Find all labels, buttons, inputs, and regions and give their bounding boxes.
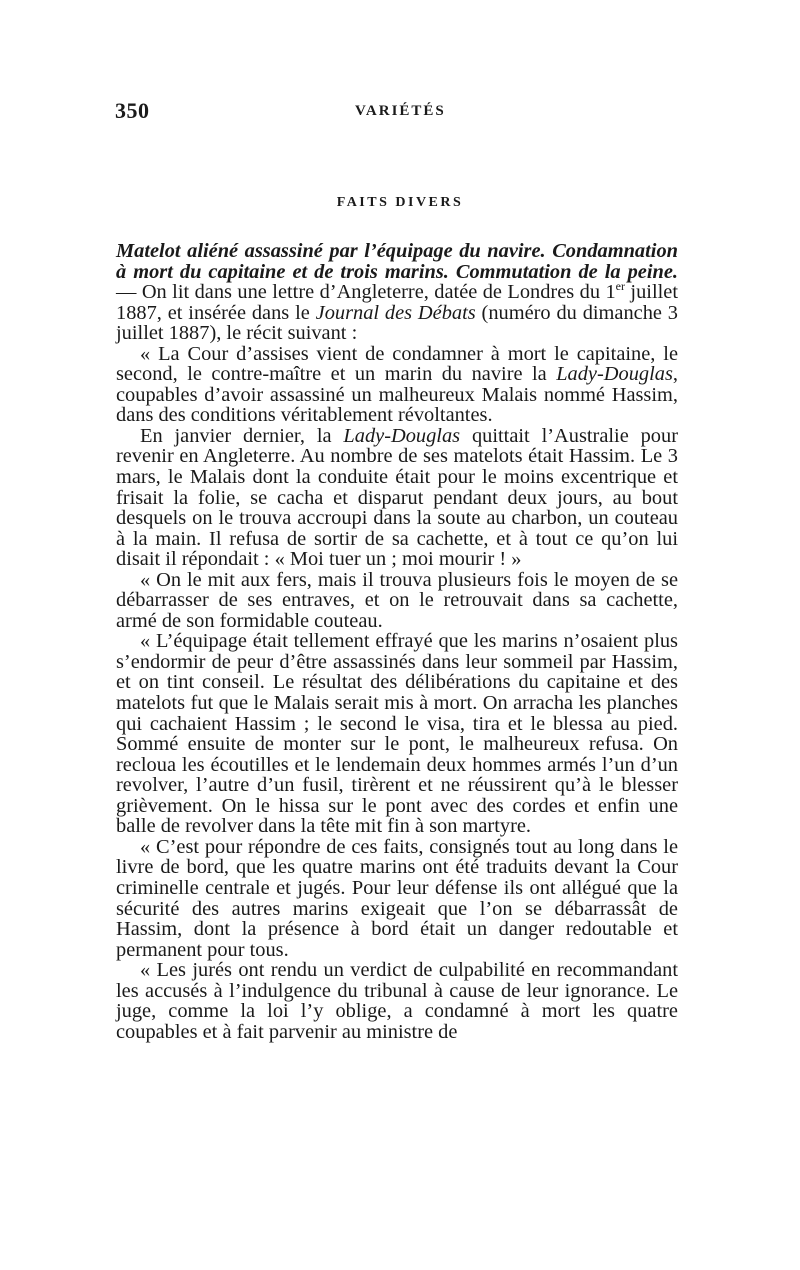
- running-head: [115, 98, 675, 128]
- paragraph-6: « Les jurés ont rendu un verdict de culpabilité en recommandant les accusés à l’indulgence du tribunal à cause de leur ignorance. Le juge, comme la loi l’y oblige, a condamné à mort les quatre coupables et à fait parvenir au ministre de: [116, 959, 678, 1043]
- paragraph-4: « L’équipage était tellement effrayé que les marins n’osaient plus s’endormir de peur d’être assassinés dans leur sommeil par Hassim, et on tint conseil. Le résultat des délibérations du capitaine et des matelots fut que le Malais serait mis à mort. On arracha les planches qui cachaient Hassim ; le second le visa, tira et le blessa au pied. Sommé ensuite de monter sur le pont, le malheureux refusa. On recloua les écoutilles et le lendemain deux hommes armés l’un d’un revolver, l’autre d’un fusil, tirèrent et ne réussirent qu’à le blesser grièvement. On le hissa sur le pont avec des cordes et enfin une balle de revolver dans la tête mit fin à son martyre.: [116, 630, 678, 838]
- running-title: VARIÉTÉS: [355, 103, 446, 119]
- paragraph-2: [116, 426, 678, 570]
- lead-text-b: juillet 1887, et insérée dans le: [116, 281, 679, 324]
- p1-text-a: « La Cour d’assises vient de condamner à mort le capitaine, le second, le contre-maître et un marin du navire la: [116, 342, 678, 386]
- p2-text-a: En janvier dernier, la: [140, 424, 344, 447]
- ship-name: Lady-Douglas: [556, 363, 673, 386]
- section-title: FAITS DIVERS: [336, 195, 464, 210]
- lead-superscript: er: [615, 279, 625, 294]
- lead-text-a: — On lit dans une lettre d’Angleterre, datée de Londres du 1: [116, 281, 616, 304]
- p2-text-b: quittait l’Australie pour revenir en Angleterre. Au nombre de ses matelots était Hassim. Le 3 mars, le Malais dont la conduite était pour le moins excentrique et frisait la folie, se cacha et disparut pendant deux jours, au bout desquels on le trouva accroupi dans la soute au charbon, un couteau à la main. Il refusa de sortir de sa cachette, et à tout ce qu’on lui disait il répondait : « Moi tuer un ; moi mourir ! »: [116, 424, 678, 571]
- article-heading: Matelot aliéné assassiné par l’équipage du navire. Condamnation à mort du capitaine et de trois marins. Commutation de la peine.: [116, 240, 678, 283]
- journal-title: Journal des Débats: [315, 301, 476, 324]
- p1-text-b: , coupables d’avoir assassiné un malheureux Malais nommé Hassim, dans des conditions véritablement révoltantes.: [116, 363, 678, 427]
- ship-name: Lady-Douglas: [343, 424, 461, 447]
- lead-text-c: (numéro du dimanche 3 juillet 1887), le récit suivant :: [116, 301, 678, 345]
- paragraph-1: [116, 344, 678, 426]
- page-number: 350: [115, 98, 150, 123]
- paragraph-5: « C’est pour répondre de ces faits, consignés tout au long dans le livre de bord, que les quatre marins ont été traduits devant la Cour criminelle centrale et jugés. Pour leur défense ils ont allégué que la sécurité des autres marins exigeait que l’on se débarrassât de Hassim, dont la présence à bord était un danger redoutable et permanent pour tous.: [116, 835, 678, 961]
- paragraph-3: « On le mit aux fers, mais il trouva plusieurs fois le moyen de se débarrasser de ses entraves, et on le retrouvait dans sa cachette, armé de son formidable couteau.: [116, 568, 678, 632]
- article-body: [116, 241, 678, 1042]
- article-lead-paragraph: [116, 241, 678, 344]
